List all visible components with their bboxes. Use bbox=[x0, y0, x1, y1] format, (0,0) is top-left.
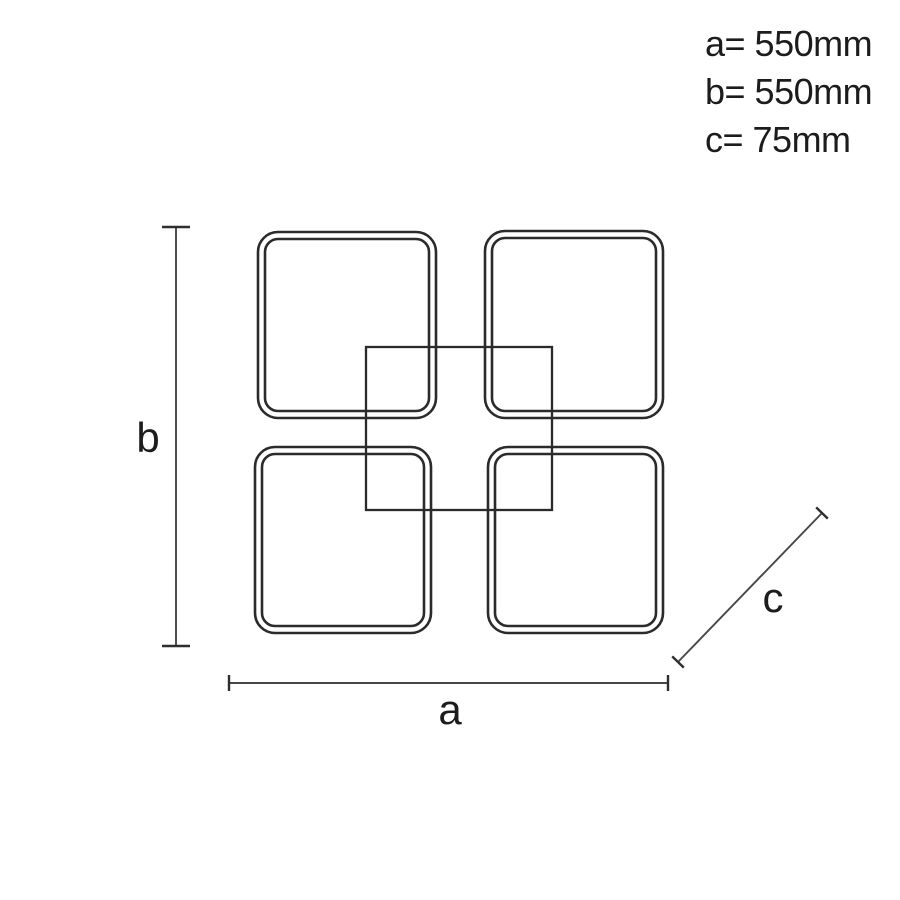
spec-line-a: a= 550mm bbox=[705, 23, 873, 64]
lamp-frame-top-right bbox=[485, 231, 663, 418]
dimension-a-label: a bbox=[438, 686, 462, 733]
dimension-c-line bbox=[678, 513, 822, 662]
lamp-frame-bottom-right bbox=[488, 447, 663, 633]
lamp-frame-top-left bbox=[258, 232, 436, 418]
spec-line-b: b= 550mm bbox=[705, 71, 873, 112]
frame-bottom-right-outer bbox=[488, 447, 663, 633]
dimension-annotations bbox=[136, 227, 827, 733]
frame-top-right-inner bbox=[492, 238, 656, 411]
frame-bottom-left-inner bbox=[262, 454, 424, 626]
frame-top-left-outer bbox=[258, 232, 436, 418]
lamp-frames bbox=[255, 231, 663, 633]
dimension-b bbox=[136, 227, 190, 646]
center-connector-square bbox=[366, 347, 552, 510]
dimension-a bbox=[229, 675, 668, 733]
dimension-c-label: c bbox=[762, 574, 784, 621]
spec-line-c: c= 75mm bbox=[705, 119, 851, 160]
lamp-frame-bottom-left bbox=[255, 447, 431, 633]
frame-bottom-right-inner bbox=[495, 454, 656, 626]
frame-top-left-inner bbox=[265, 239, 429, 411]
dimension-c bbox=[672, 507, 828, 667]
frame-bottom-left-outer bbox=[255, 447, 431, 633]
dimension-b-label: b bbox=[136, 414, 160, 461]
frame-top-right-outer bbox=[485, 231, 663, 418]
